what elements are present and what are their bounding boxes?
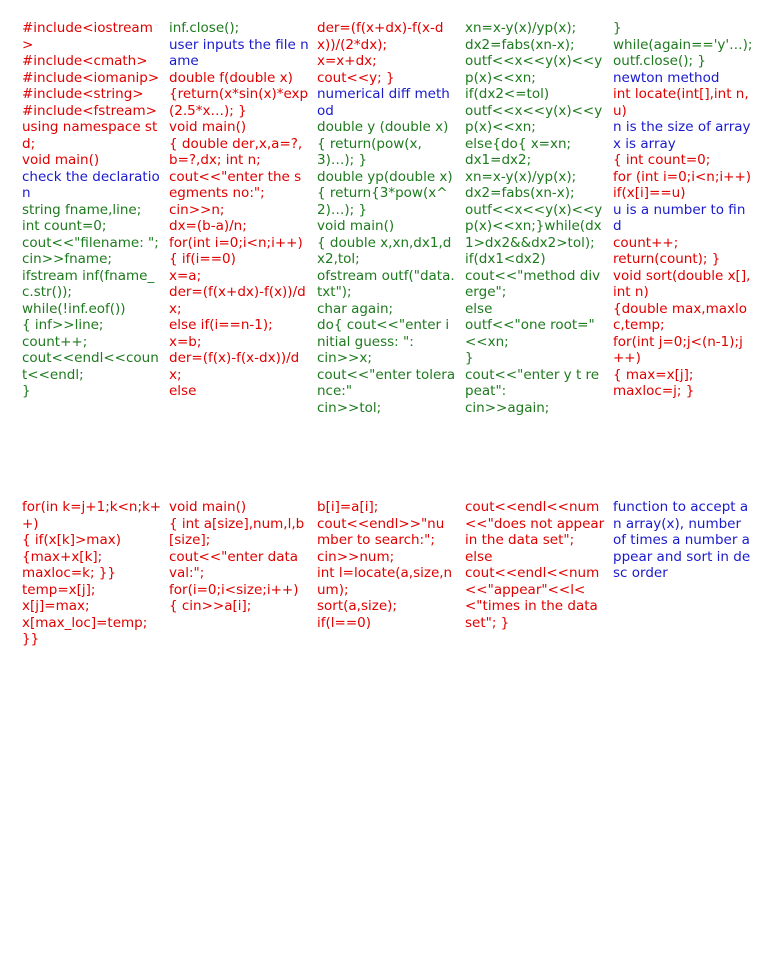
- code-line: count++;: [22, 333, 88, 350]
- code-line: x is array: [613, 135, 676, 152]
- row1-code-column-2: [169, 20, 309, 400]
- code-line: temp=x[j];: [22, 581, 96, 598]
- code-line: maxloc=k; }}: [22, 565, 116, 581]
- code-line: cout<<"method diverge";: [465, 267, 601, 300]
- row2-code-column-5: [613, 499, 753, 582]
- code-line: numerical diff method: [317, 86, 450, 119]
- code-line: { if(i==0): [169, 251, 236, 267]
- code-line: xn=x-y(x)/yp(x);: [465, 168, 577, 185]
- code-line: { int count=0;: [613, 152, 711, 168]
- code-line: if(x[i]==u): [613, 185, 686, 201]
- code-line: cout<<"filename: ";: [22, 234, 159, 251]
- code-line: if(dx2<=tol): [465, 86, 550, 102]
- code-line: else: [169, 383, 197, 399]
- code-line: user inputs the file name: [169, 36, 309, 69]
- code-line: der=(f(x+dx)-f(x-dx))/(2*dx);: [317, 20, 444, 53]
- code-line: do{ cout<<"enter initial guess: ":: [317, 317, 450, 350]
- code-line: { if(x[k]>max): [22, 532, 121, 548]
- code-line: cout<<"enter the segments no:";: [169, 168, 302, 201]
- code-line: cin>>n;: [169, 201, 225, 218]
- code-line: else{do{ x=xn;: [465, 135, 572, 152]
- code-line: else: [465, 548, 493, 565]
- code-line: cin>>num;: [317, 548, 395, 565]
- code-line: double f(double x): [169, 69, 293, 86]
- code-line: { inf>>line;: [22, 317, 104, 333]
- code-line: dx1=dx2;: [465, 152, 532, 168]
- code-line: cin>>fname;: [22, 251, 112, 267]
- code-line: int l=locate(a,size,num);: [317, 565, 453, 598]
- row1-code-column-1: [22, 20, 162, 400]
- code-line: b[i]=a[i];: [317, 499, 379, 515]
- code-line: cin>>tol;: [317, 399, 382, 416]
- code-line: n is the size of array: [613, 119, 751, 135]
- code-line: void main(): [169, 119, 247, 135]
- code-line: count++;: [613, 234, 679, 251]
- code-line: }: [22, 383, 31, 399]
- code-line: xn=x-y(x)/yp(x);: [465, 20, 577, 36]
- code-line: }: [613, 20, 622, 36]
- code-line: { int a[size],num,l,b[size];: [169, 515, 305, 548]
- code-line: cout<<"enter y t repeat":: [465, 366, 600, 399]
- code-line: newton method: [613, 69, 720, 86]
- code-line: for(in k=j+1;k<n;k++): [22, 499, 162, 532]
- code-line: cout<<"enter tolerance:": [317, 366, 456, 399]
- code-line: cout<<endl<<num<<"does not appear in the data set";: [465, 499, 605, 548]
- code-line: ofstream outf("data.txt");: [317, 267, 455, 300]
- code-line: cout<<endl<<count<<endl;: [22, 350, 159, 383]
- code-line: check the declaration: [22, 168, 160, 201]
- code-line: int locate(int[],int n,u): [613, 86, 749, 119]
- code-line: { double der,x,a=?,b=?,dx; int n;: [169, 135, 303, 168]
- code-line: if(dx1<dx2): [465, 251, 546, 267]
- code-line: #include<cmath>: [22, 53, 148, 69]
- code-line: ifstream inf(fname_c.str());: [22, 267, 155, 300]
- row1-code-column-3: [317, 20, 457, 416]
- code-line: double y (double x): [317, 119, 449, 135]
- code-line: outf<<"one root="<<xn;: [465, 317, 595, 350]
- code-line: cout<<"enter data val:";: [169, 548, 299, 581]
- code-line: dx2=fabs(xn-x);: [465, 36, 575, 53]
- code-line: else if(i==n-1);: [169, 317, 273, 333]
- row1-code-column-5: [613, 20, 753, 400]
- code-line: cout<<y; }: [317, 69, 395, 86]
- code-line: string fname,line;: [22, 201, 142, 218]
- code-line: {return(x*sin(x)*exp(2.5*x…); }: [169, 86, 309, 119]
- code-line: cin>>again;: [465, 399, 550, 416]
- code-line: {double max,maxloc,temp;: [613, 300, 748, 333]
- code-line: outf<<x<<y(x)<<yp(x)<<xn;: [465, 102, 603, 135]
- code-line: }: [465, 350, 474, 366]
- code-line: if(l==0): [317, 614, 371, 631]
- code-line: sort(a,size);: [317, 598, 397, 614]
- code-line: { cin>>a[i];: [169, 598, 252, 614]
- code-line: double yp(double x): [317, 168, 453, 185]
- code-line: cout<<endl>>"number to search:";: [317, 515, 445, 548]
- code-line: #include<iostream>: [22, 20, 153, 53]
- code-line: for (int i=0;i<n;i++): [613, 168, 752, 185]
- code-line: outf.close(); }: [613, 53, 706, 69]
- code-line: while(again=='y'…);: [613, 36, 753, 53]
- code-line: maxloc=j; }: [613, 383, 695, 399]
- code-line: x=a;: [169, 267, 202, 284]
- row2-code-column-4: [465, 499, 605, 631]
- code-line: else: [465, 300, 493, 317]
- code-line: { max=x[j];: [613, 366, 694, 383]
- code-line: x=b;: [169, 333, 202, 350]
- code-line: { return(pow(x,3)…); }: [317, 135, 422, 168]
- row2-code-column-1: [22, 499, 162, 648]
- code-line: return(count); }: [613, 251, 721, 267]
- code-line: int count=0;: [22, 218, 107, 234]
- code-line: u is a number to find: [613, 201, 746, 234]
- code-line: cout<<endl<<num<<"appear"<<l<<"times in the data set"; }: [465, 565, 600, 631]
- row2-code-column-2: [169, 499, 309, 615]
- code-line: { return{3*pow(x^2)…); }: [317, 185, 448, 218]
- code-line: {max+x[k];: [22, 548, 103, 565]
- code-line: cin>>x;: [317, 350, 372, 366]
- code-line: outf<<x<<y(x)<<yp(x)<<xn;}while(dx1>dx2&&dx2>tol);: [465, 201, 603, 251]
- code-line: void main(): [22, 152, 100, 168]
- code-line: { double x,xn,dx1,dx2,tol;: [317, 234, 452, 267]
- code-line: char again;: [317, 300, 394, 317]
- row2-code-column-3: [317, 499, 457, 631]
- code-line: x=x+dx;: [317, 53, 377, 69]
- code-line: for(int j=0;j<(n-1);j++): [613, 333, 743, 366]
- code-line: inf.close();: [169, 20, 240, 36]
- code-line: for(i=0;i<size;i++): [169, 581, 299, 598]
- code-line: dx2=fabs(xn-x);: [465, 185, 575, 201]
- code-line: #include<string>: [22, 86, 144, 102]
- code-line: void main(): [317, 218, 395, 234]
- code-line: der=(f(x+dx)-f(x))/dx;: [169, 284, 306, 317]
- code-line: x[j]=max;: [22, 598, 90, 614]
- row1-code-column-4: [465, 20, 605, 416]
- code-line: dx=(b-a)/n;: [169, 218, 247, 234]
- code-line: while(!inf.eof()): [22, 300, 126, 317]
- code-line: void sort(double x[], int n): [613, 267, 751, 300]
- code-line: using namespace std;: [22, 119, 158, 152]
- code-line: x[max_loc]=temp;: [22, 614, 148, 631]
- code-line: function to accept an array(x), number of times a number a ppear and sort in desc order: [613, 499, 751, 581]
- code-line: der=(f(x)-f(x-dx))/dx;: [169, 350, 300, 383]
- code-line: #include<fstream>: [22, 102, 157, 119]
- code-line: #include<iomanip>: [22, 69, 160, 86]
- code-line: outf<<x<<y(x)<<yp(x)<<xn;: [465, 53, 603, 86]
- code-line: }}: [22, 631, 40, 647]
- code-line: for(int i=0;i<n;i++): [169, 234, 303, 251]
- code-line: void main(): [169, 499, 247, 515]
